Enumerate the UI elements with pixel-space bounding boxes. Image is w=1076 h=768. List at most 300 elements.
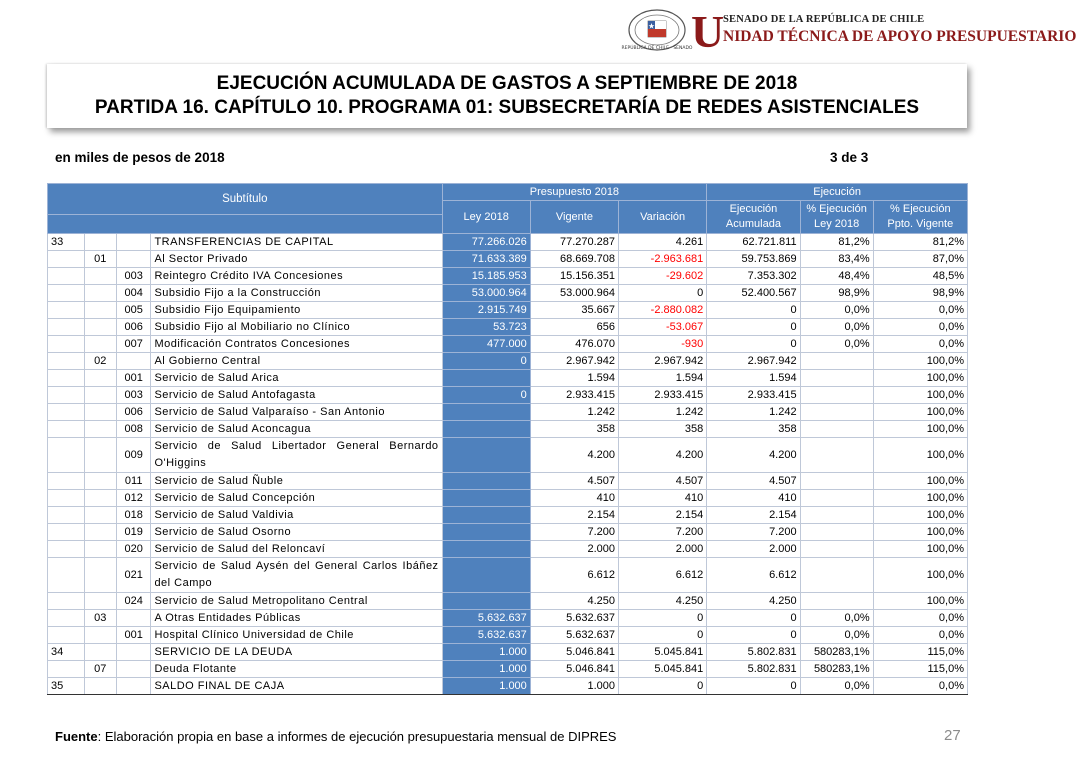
cell-item (84, 404, 116, 421)
cell-vigente: 476.070 (530, 336, 618, 353)
table-row (48, 302, 968, 319)
cell-description: Subsidio Fijo Equipamiento (151, 302, 442, 319)
cell-pct-ley (800, 558, 873, 593)
cell-ley: 0 (442, 353, 530, 370)
cell-item (84, 678, 116, 695)
table-row (48, 268, 968, 285)
cell-ley (442, 490, 530, 507)
cell-subtitulo (48, 627, 85, 644)
cell-variacion: 2.933.415 (619, 387, 707, 404)
cell-vigente: 7.200 (530, 524, 618, 541)
cell-pct-ley (800, 370, 873, 387)
header-logo (621, 6, 1076, 57)
cell-variacion: 410 (619, 490, 707, 507)
cell-asignacion: 001 (116, 370, 150, 387)
cell-pct-ley: 580283,1% (800, 644, 873, 661)
cell-ejecucion: 7.353.302 (707, 268, 800, 285)
cell-description: Servicio de Salud Antofagasta (151, 387, 442, 404)
header-pct-ley: % Ejecución Ley 2018 (800, 201, 873, 234)
cell-description: Servicio de Salud Valdivia (151, 507, 442, 524)
cell-asignacion (116, 644, 150, 661)
cell-item (84, 234, 116, 251)
unidad-initial: U (691, 6, 725, 57)
cell-asignacion (116, 234, 150, 251)
header-variacion: Variación (619, 201, 707, 234)
cell-variacion: -930 (619, 336, 707, 353)
cell-vigente: 53.000.964 (530, 285, 618, 302)
cell-pct-ley: 0,0% (800, 336, 873, 353)
cell-pct-ley: 0,0% (800, 610, 873, 627)
cell-pct-ley (800, 353, 873, 370)
cell-ley (442, 507, 530, 524)
cell-ley (442, 421, 530, 438)
cell-ley (442, 473, 530, 490)
cell-pct-ley: 81,2% (800, 234, 873, 251)
header-presupuesto: Presupuesto 2018 (442, 184, 707, 201)
cell-subtitulo (48, 558, 85, 593)
cell-ejecucion: 2.000 (707, 541, 800, 558)
header-ley: Ley 2018 (442, 201, 530, 234)
cell-ejecucion: 0 (707, 678, 800, 695)
cell-description: Servicio de Salud Metropolitano Central (151, 593, 442, 610)
table-row (48, 644, 968, 661)
cell-description: Subsidio Fijo a la Construcción (151, 285, 442, 302)
header-ejecucion-acumulada: Ejecución Acumulada (707, 201, 800, 234)
cell-item (84, 387, 116, 404)
cell-variacion: 0 (619, 627, 707, 644)
cell-item (84, 558, 116, 593)
header-subtitulo: Subtítulo (48, 184, 443, 215)
cell-asignacion: 007 (116, 336, 150, 353)
cell-subtitulo (48, 524, 85, 541)
table-row (48, 251, 968, 268)
cell-description: SALDO FINAL DE CAJA (151, 678, 442, 695)
cell-pct-vigente: 100,0% (873, 507, 967, 524)
cell-item (84, 644, 116, 661)
cell-variacion: 0 (619, 285, 707, 302)
cell-ejecucion: 5.802.831 (707, 661, 800, 678)
cell-pct-vigente: 100,0% (873, 438, 967, 473)
cell-item (84, 302, 116, 319)
cell-variacion: -29.602 (619, 268, 707, 285)
page-of-label: 3 de 3 (830, 150, 869, 165)
cell-pct-ley: 98,9% (800, 285, 873, 302)
cell-subtitulo (48, 421, 85, 438)
cell-vigente: 1.000 (530, 678, 618, 695)
cell-pct-vigente: 100,0% (873, 370, 967, 387)
cell-pct-ley (800, 507, 873, 524)
svg-text:REPÚBLICA DE CHILE · SENADO: REPÚBLICA DE CHILE · SENADO (621, 46, 693, 51)
cell-item (84, 319, 116, 336)
cell-vigente: 6.612 (530, 558, 618, 593)
senado-label: SENADO DE LA REPÚBLICA DE CHILE (723, 14, 925, 25)
cell-asignacion: 006 (116, 404, 150, 421)
cell-ejecucion: 410 (707, 490, 800, 507)
cell-ley: 53.000.964 (442, 285, 530, 302)
cell-variacion: 0 (619, 678, 707, 695)
cell-pct-ley: 0,0% (800, 678, 873, 695)
cell-ley: 77.266.026 (442, 234, 530, 251)
cell-description: Servicio de Salud Libertador General Bernardo O'Higgins (151, 438, 442, 473)
cell-subtitulo (48, 610, 85, 627)
cell-pct-ley: 0,0% (800, 302, 873, 319)
cell-description: Servicio de Salud Aysén del General Carlos Ibáñez del Campo (151, 558, 442, 593)
cell-variacion: 5.045.841 (619, 644, 707, 661)
table-row (48, 593, 968, 610)
table-row (48, 558, 968, 593)
cell-vigente: 77.270.287 (530, 234, 618, 251)
table-row (48, 404, 968, 421)
table-row (48, 285, 968, 302)
cell-variacion: 4.507 (619, 473, 707, 490)
cell-subtitulo (48, 336, 85, 353)
cell-ley: 5.632.637 (442, 610, 530, 627)
cell-ley (442, 541, 530, 558)
cell-description: Servicio de Salud Concepción (151, 490, 442, 507)
cell-asignacion: 019 (116, 524, 150, 541)
cell-asignacion (116, 678, 150, 695)
cell-ley: 1.000 (442, 661, 530, 678)
cell-vigente: 4.250 (530, 593, 618, 610)
cell-item (84, 524, 116, 541)
table-row (48, 610, 968, 627)
cell-ejecucion: 1.594 (707, 370, 800, 387)
cell-ejecucion: 59.753.869 (707, 251, 800, 268)
cell-pct-ley (800, 490, 873, 507)
cell-ejecucion: 7.200 (707, 524, 800, 541)
cell-variacion: 0 (619, 610, 707, 627)
cell-subtitulo (48, 404, 85, 421)
cell-pct-vigente: 87,0% (873, 251, 967, 268)
table-body (48, 234, 968, 695)
cell-asignacion: 001 (116, 627, 150, 644)
cell-ejecucion: 0 (707, 336, 800, 353)
cell-ejecucion: 0 (707, 610, 800, 627)
cell-subtitulo (48, 319, 85, 336)
cell-variacion: 358 (619, 421, 707, 438)
cell-pct-ley (800, 421, 873, 438)
cell-variacion: 5.045.841 (619, 661, 707, 678)
cell-subtitulo (48, 387, 85, 404)
cell-ley (442, 593, 530, 610)
cell-vigente: 2.933.415 (530, 387, 618, 404)
cell-asignacion (116, 610, 150, 627)
cell-variacion: 4.261 (619, 234, 707, 251)
table-row (48, 473, 968, 490)
cell-ley (442, 524, 530, 541)
cell-ley: 15.185.953 (442, 268, 530, 285)
cell-pct-vigente: 0,0% (873, 319, 967, 336)
cell-variacion: -2.963.681 (619, 251, 707, 268)
cell-ejecucion: 4.507 (707, 473, 800, 490)
cell-variacion: 1.242 (619, 404, 707, 421)
table-row (48, 370, 968, 387)
table-row (48, 319, 968, 336)
cell-pct-vigente: 0,0% (873, 678, 967, 695)
cell-vigente: 1.594 (530, 370, 618, 387)
cell-item: 01 (84, 251, 116, 268)
cell-vigente: 5.046.841 (530, 661, 618, 678)
table-row (48, 336, 968, 353)
cell-pct-vigente: 100,0% (873, 421, 967, 438)
cell-ley (442, 438, 530, 473)
cell-vigente: 5.632.637 (530, 610, 618, 627)
cell-vigente: 2.000 (530, 541, 618, 558)
table-row (48, 541, 968, 558)
cell-subtitulo (48, 438, 85, 473)
cell-pct-vigente: 48,5% (873, 268, 967, 285)
table-row (48, 421, 968, 438)
cell-vigente: 656 (530, 319, 618, 336)
cell-ejecucion: 0 (707, 302, 800, 319)
cell-asignacion: 006 (116, 319, 150, 336)
source-text: : Elaboración propia en base a informes de ejecución presupuestaria mensual de DIPRES (97, 729, 617, 744)
table-row (48, 627, 968, 644)
cell-item: 07 (84, 661, 116, 678)
title-box (47, 64, 967, 128)
senado-seal-icon (621, 8, 693, 52)
cell-pct-vigente: 100,0% (873, 387, 967, 404)
cell-asignacion: 003 (116, 268, 150, 285)
cell-asignacion: 021 (116, 558, 150, 593)
unidad-label: NIDAD TÉCNICA DE APOYO PRESUPUESTARIO (723, 28, 1076, 45)
cell-ley: 2.915.749 (442, 302, 530, 319)
cell-item: 03 (84, 610, 116, 627)
cell-ejecucion: 6.612 (707, 558, 800, 593)
cell-subtitulo: 34 (48, 644, 85, 661)
cell-ejecucion: 5.802.831 (707, 644, 800, 661)
cell-ley (442, 404, 530, 421)
cell-pct-ley: 0,0% (800, 319, 873, 336)
cell-asignacion (116, 661, 150, 678)
cell-vigente: 5.632.637 (530, 627, 618, 644)
cell-pct-vigente: 0,0% (873, 627, 967, 644)
cell-subtitulo (48, 593, 85, 610)
cell-variacion: 7.200 (619, 524, 707, 541)
cell-description: Modificación Contratos Concesiones (151, 336, 442, 353)
cell-description: A Otras Entidades Públicas (151, 610, 442, 627)
cell-variacion: -2.880.082 (619, 302, 707, 319)
cell-vigente: 5.046.841 (530, 644, 618, 661)
cell-description: TRANSFERENCIAS DE CAPITAL (151, 234, 442, 251)
cell-ley: 0 (442, 387, 530, 404)
cell-pct-vigente: 100,0% (873, 541, 967, 558)
cell-ley: 477.000 (442, 336, 530, 353)
footer-source (55, 729, 616, 744)
cell-pct-ley: 48,4% (800, 268, 873, 285)
cell-pct-vigente: 0,0% (873, 336, 967, 353)
cell-pct-ley (800, 541, 873, 558)
header-ejecucion: Ejecución (707, 184, 968, 201)
cell-ejecucion: 4.200 (707, 438, 800, 473)
cell-variacion: 2.154 (619, 507, 707, 524)
cell-asignacion: 018 (116, 507, 150, 524)
cell-variacion: 4.200 (619, 438, 707, 473)
cell-vigente: 358 (530, 421, 618, 438)
cell-subtitulo (48, 251, 85, 268)
cell-pct-ley (800, 387, 873, 404)
cell-pct-vigente: 81,2% (873, 234, 967, 251)
cell-ejecucion: 4.250 (707, 593, 800, 610)
cell-pct-vigente: 100,0% (873, 404, 967, 421)
cell-variacion: 4.250 (619, 593, 707, 610)
cell-asignacion: 011 (116, 473, 150, 490)
cell-pct-vigente: 98,9% (873, 285, 967, 302)
cell-variacion: 6.612 (619, 558, 707, 593)
cell-pct-ley (800, 593, 873, 610)
cell-variacion: 2.000 (619, 541, 707, 558)
cell-item (84, 268, 116, 285)
cell-item (84, 541, 116, 558)
cell-pct-ley (800, 438, 873, 473)
cell-subtitulo (48, 473, 85, 490)
cell-subtitulo (48, 302, 85, 319)
cell-ejecucion: 62.721.811 (707, 234, 800, 251)
cell-asignacion: 024 (116, 593, 150, 610)
cell-vigente: 2.967.942 (530, 353, 618, 370)
cell-item (84, 285, 116, 302)
cell-ejecucion: 1.242 (707, 404, 800, 421)
cell-pct-vigente: 100,0% (873, 473, 967, 490)
cell-pct-ley (800, 473, 873, 490)
cell-pct-ley: 0,0% (800, 627, 873, 644)
cell-item (84, 490, 116, 507)
table-row (48, 387, 968, 404)
cell-description: Reintegro Crédito IVA Concesiones (151, 268, 442, 285)
cell-asignacion: 008 (116, 421, 150, 438)
cell-variacion: 1.594 (619, 370, 707, 387)
cell-item: 02 (84, 353, 116, 370)
cell-pct-ley: 580283,1% (800, 661, 873, 678)
cell-variacion: 2.967.942 (619, 353, 707, 370)
cell-ejecucion: 0 (707, 319, 800, 336)
cell-description: Servicio de Salud Ñuble (151, 473, 442, 490)
cell-asignacion: 004 (116, 285, 150, 302)
cell-ley: 53.723 (442, 319, 530, 336)
cell-item (84, 370, 116, 387)
cell-ley: 1.000 (442, 644, 530, 661)
table-row (48, 661, 968, 678)
table-row (48, 524, 968, 541)
cell-item (84, 336, 116, 353)
cell-ley (442, 370, 530, 387)
page-number: 27 (944, 727, 961, 744)
cell-vigente: 410 (530, 490, 618, 507)
cell-description: Al Sector Privado (151, 251, 442, 268)
cell-description: Servicio de Salud Osorno (151, 524, 442, 541)
cell-description: SERVICIO DE LA DEUDA (151, 644, 442, 661)
cell-asignacion (116, 251, 150, 268)
cell-vigente: 4.507 (530, 473, 618, 490)
cell-pct-vigente: 0,0% (873, 610, 967, 627)
cell-description: Deuda Flotante (151, 661, 442, 678)
cell-pct-ley (800, 404, 873, 421)
cell-vigente: 15.156.351 (530, 268, 618, 285)
cell-description: Subsidio Fijo al Mobiliario no Clínico (151, 319, 442, 336)
table-row (48, 507, 968, 524)
cell-pct-ley (800, 524, 873, 541)
cell-asignacion: 009 (116, 438, 150, 473)
cell-pct-vigente: 100,0% (873, 353, 967, 370)
page-subtitle: PARTIDA 16. CAPÍTULO 10. PROGRAMA 01: SUBSECRETARÍA DE REDES ASISTENCIALES (94, 97, 920, 118)
cell-ejecucion: 2.933.415 (707, 387, 800, 404)
cell-pct-vigente: 100,0% (873, 558, 967, 593)
cell-subtitulo (48, 507, 85, 524)
cell-subtitulo: 33 (48, 234, 85, 251)
cell-vigente: 4.200 (530, 438, 618, 473)
cell-pct-vigente: 0,0% (873, 302, 967, 319)
table-row (48, 234, 968, 251)
cell-ley: 1.000 (442, 678, 530, 695)
cell-subtitulo (48, 661, 85, 678)
cell-asignacion: 005 (116, 302, 150, 319)
cell-subtitulo (48, 268, 85, 285)
cell-vigente: 35.667 (530, 302, 618, 319)
page-title: EJECUCIÓN ACUMULADA DE GASTOS A SEPTIEMBRE DE 2018 (216, 73, 798, 94)
cell-description: Servicio de Salud Valparaíso - San Antonio (151, 404, 442, 421)
cell-subtitulo (48, 353, 85, 370)
cell-ley: 71.633.389 (442, 251, 530, 268)
table-row (48, 678, 968, 695)
cell-ejecucion: 2.967.942 (707, 353, 800, 370)
cell-item (84, 507, 116, 524)
source-label: Fuente (55, 729, 98, 744)
header-pct-vigente: % Ejecución Ppto. Vigente (873, 201, 967, 234)
cell-pct-vigente: 100,0% (873, 490, 967, 507)
cell-item (84, 473, 116, 490)
cell-vigente: 68.669.708 (530, 251, 618, 268)
units-label: en miles de pesos de 2018 (55, 150, 225, 165)
cell-ejecucion: 358 (707, 421, 800, 438)
cell-description: Servicio de Salud Aconcagua (151, 421, 442, 438)
cell-vigente: 2.154 (530, 507, 618, 524)
table-row (48, 438, 968, 473)
cell-pct-vigente: 115,0% (873, 661, 967, 678)
cell-subtitulo: 35 (48, 678, 85, 695)
cell-pct-vigente: 115,0% (873, 644, 967, 661)
cell-vigente: 1.242 (530, 404, 618, 421)
table-row (48, 353, 968, 370)
cell-asignacion: 020 (116, 541, 150, 558)
cell-asignacion (116, 353, 150, 370)
cell-subtitulo (48, 370, 85, 387)
cell-subtitulo (48, 541, 85, 558)
cell-ejecucion: 52.400.567 (707, 285, 800, 302)
cell-item (84, 438, 116, 473)
cell-ejecucion: 2.154 (707, 507, 800, 524)
cell-subtitulo (48, 285, 85, 302)
budget-table (47, 183, 968, 695)
cell-ley (442, 558, 530, 593)
cell-ley: 5.632.637 (442, 627, 530, 644)
cell-asignacion: 003 (116, 387, 150, 404)
header-vigente: Vigente (530, 201, 618, 234)
cell-pct-vigente: 100,0% (873, 593, 967, 610)
cell-subtitulo (48, 490, 85, 507)
cell-item (84, 627, 116, 644)
header-spacer (48, 215, 443, 234)
cell-item (84, 593, 116, 610)
cell-pct-ley: 83,4% (800, 251, 873, 268)
cell-pct-vigente: 100,0% (873, 524, 967, 541)
cell-ejecucion: 0 (707, 627, 800, 644)
cell-description: Servicio de Salud Arica (151, 370, 442, 387)
table-row (48, 490, 968, 507)
cell-description: Hospital Clínico Universidad de Chile (151, 627, 442, 644)
cell-item (84, 421, 116, 438)
cell-asignacion: 012 (116, 490, 150, 507)
cell-description: Al Gobierno Central (151, 353, 442, 370)
